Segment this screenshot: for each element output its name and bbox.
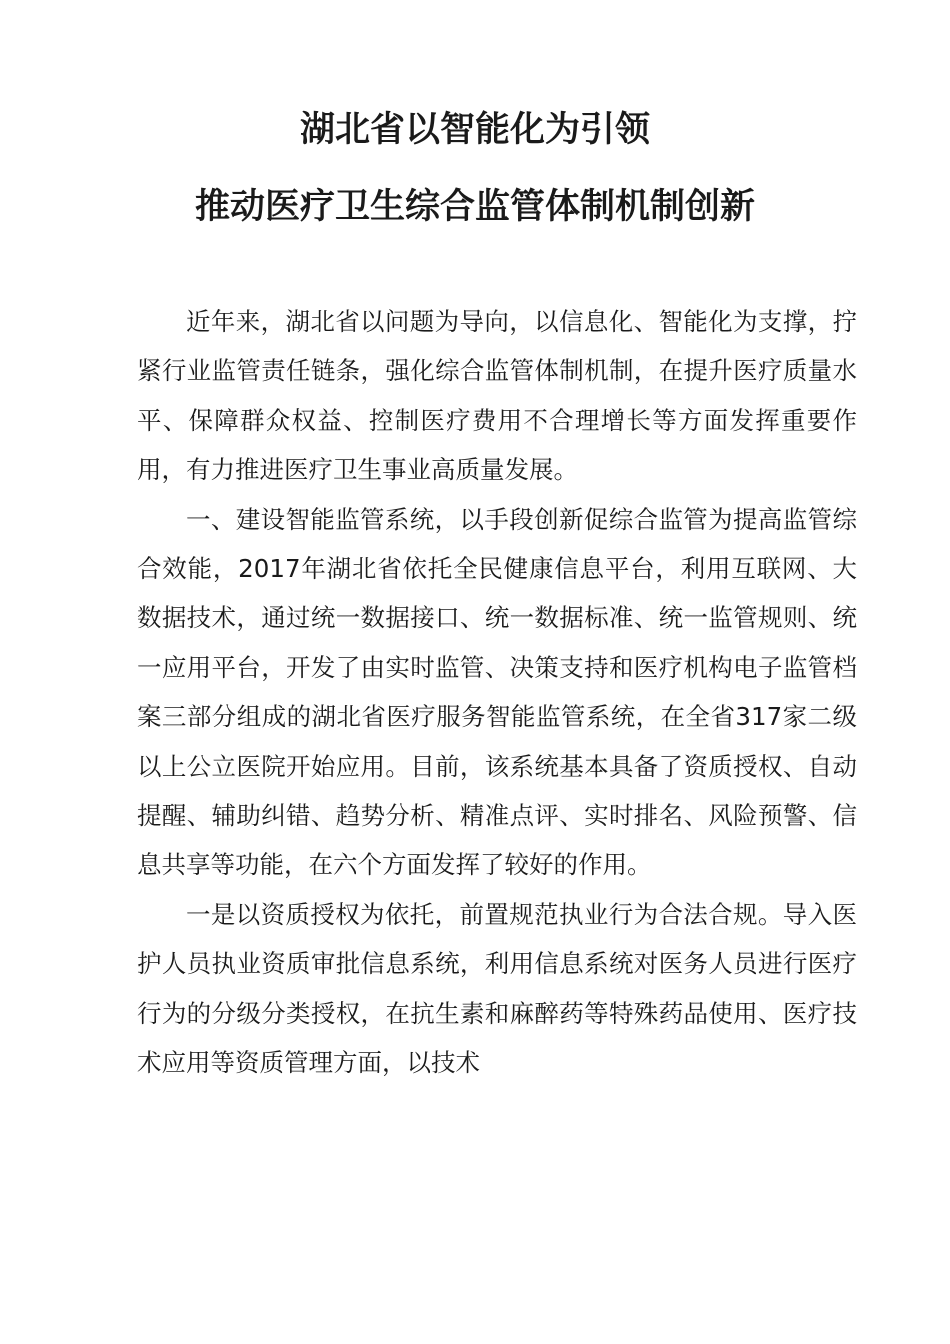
document-body [137,297,857,1088]
paragraph-section-one: 一、建设智能监管系统，以手段创新促综合监管为提高监管综合效能，2017年湖北省依托全民健康信息平台，利用互联网、大数据技术，通过统一数据接口、统一数据标准、统一监管规则、统一应用平台，开发了由实时监管、决策支持和医疗机构电子监管档案三部分组成的湖北省医疗服务智能监管系统，在全省317家二级以上公立医院开始应用。目前，该系统基本具备了资质授权、自动提醒、辅助纠错、趋势分析、精准点评、实时排名、风险预警、信息共享等功能，在六个方面发挥了较好的作用。 [137,504,857,880]
paragraph-intro: 近年来，湖北省以问题为导向，以信息化、智能化为支撑，拧紧行业监管责任链条，强化综合监管体制机制，在提升医疗质量水平、保障群众权益、控制医疗费用不合理增长等方面发挥重要作用，有力推进医疗卫生事业高质量发展。 [137,307,857,485]
document-title-line-2: 推动医疗卫生综合监管体制机制创新 [194,187,755,227]
paragraph-point-one: 一是以资质授权为依托，前置规范执业行为合法合规。导入医护人员执业资质审批信息系统，利用信息系统对医务人员进行医疗行为的分级分类授权，在抗生素和麻醉药等特殊药品使用、医疗技术应用等资质管理方面，以技术 [137,899,857,1078]
document-title-line-1: 湖北省以智能化为引领 [299,110,650,150]
